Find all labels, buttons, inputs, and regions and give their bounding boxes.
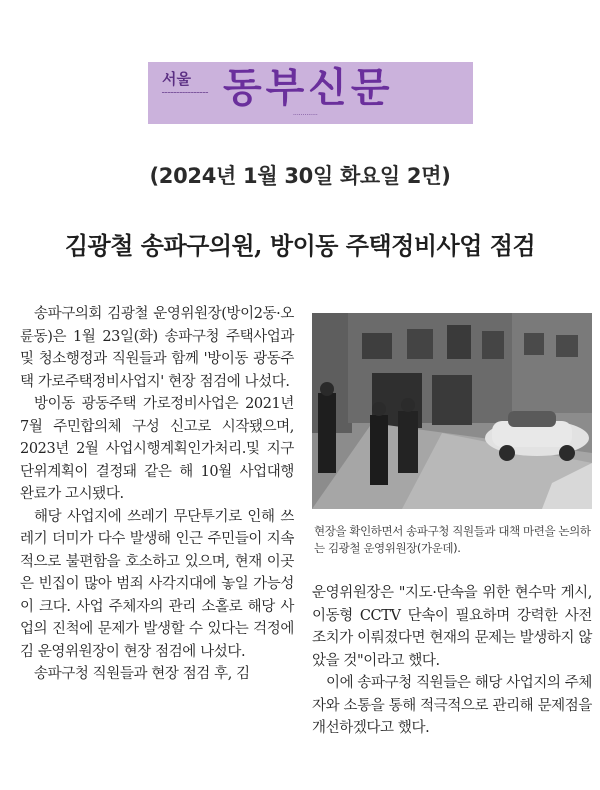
street-scene-photo — [312, 313, 592, 509]
photo-caption: 현장을 확인하면서 송파구청 직원들과 대책 마련을 논의하는 김광철 운영위원장(가운데). — [314, 524, 591, 555]
article-paragraph: 방이동 광동주택 가로정비사업은 2021년 7월 주민합의체 구성 신고로 시작됐으며, 2023년 2월 사업시행계획인가처리.및 지구단위계획이 결정돼 같은 해 10월 사업대행 완료가 고시됐다. — [20, 396, 294, 502]
article-paragraph: 운영위원장은 "지도·단속을 위한 현수막 게시, 이동형 CCTV 단속이 필요하며 강력한 사전 조치가 이뤄졌다면 현재의 문제는 발생하지 않았을 것"이라고 했다. — [312, 585, 592, 669]
article-left-column — [20, 303, 294, 686]
article-paragraph: 송파구청 직원들과 현장 점검 후, 김 — [34, 666, 250, 682]
article-paragraph: 송파구의회 김광철 운영위원장(방이2동·오륜동)은 1월 23일(화) 송파구청 주택사업과 및 청소행정과 직원들과 함께 '방이동 광동주택 가로주택정비사업지' 현장 점검에 나섰다. — [20, 306, 294, 390]
article-photo — [312, 313, 592, 509]
article-right-column — [312, 582, 592, 740]
masthead-decoration-line: ············· — [293, 112, 318, 119]
article-paragraph: 이에 송파구청 직원들은 해당 사업지의 주체자와 소통을 통해 적극적으로 관리해 문제점을 개선하겠다고 했다. — [312, 675, 592, 736]
article-headline: 김광철 송파구의원, 방이동 주택정비사업 점검 — [64, 231, 536, 260]
masthead-decoration: ━━━━━━━━━━━━━━━━ — [162, 90, 209, 95]
masthead-title: 동부신문 — [223, 65, 394, 111]
article-paragraph: 해당 사업지에 쓰레기 무단투기로 인해 쓰레기 더미가 다수 발생해 인근 주민들이 지속적으로 불편함을 호소하고 있으며, 현재 이곳은 빈집이 많아 범죄 사각지대에 놓일 가능성이 크다. 사업 주체자의 관리 소홀로 해당 사업의 진척에 문제가 발생할 수 있다는 걱정에 김 운영위원장이 현장 점검에 나섰다. — [20, 508, 294, 660]
newspaper-masthead — [148, 62, 473, 124]
masthead-region: 서울 — [162, 70, 191, 88]
dateline: (2024년 1월 30일 화요일 2면) — [149, 164, 451, 188]
